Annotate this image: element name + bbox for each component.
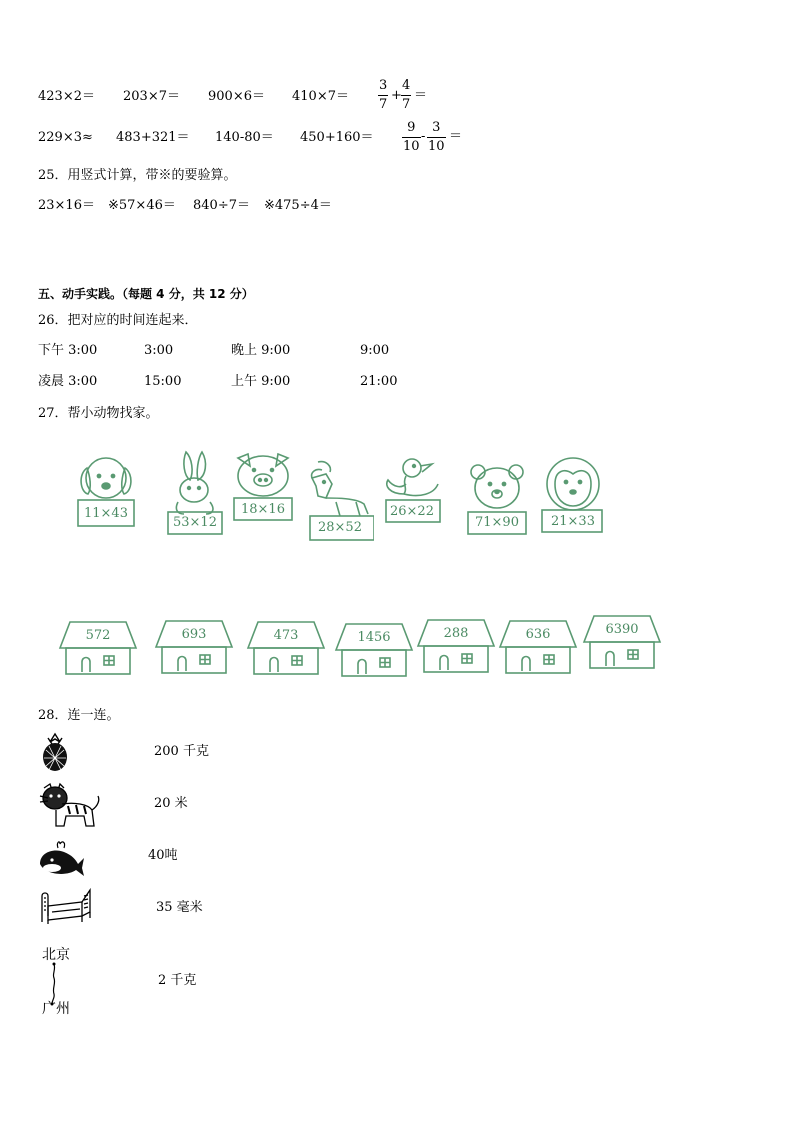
bed-icon <box>38 882 94 926</box>
time-label: 凌晨 3:00 <box>38 374 98 389</box>
animal-duck <box>380 454 444 526</box>
fraction-operator: + <box>391 88 402 103</box>
question-27-title: 27．帮小动物找家。 <box>38 406 159 421</box>
question-25-title: 25．用竖式计算，带※的要验算。 <box>38 168 237 183</box>
time-label: 15:00 <box>144 374 182 389</box>
time-label: 9:00 <box>360 343 390 358</box>
fraction-b: 3 10 <box>428 120 445 154</box>
q25-item: 840÷7＝ <box>193 198 250 213</box>
item-map <box>40 944 84 1017</box>
animal-sign: 11×43 <box>84 506 128 521</box>
house <box>416 616 496 674</box>
map-label-guangzhou: 广州 <box>42 1001 70 1017</box>
animal-sign: 28×52 <box>318 520 362 535</box>
house <box>498 617 578 675</box>
animal-sign: 26×22 <box>390 504 434 519</box>
animal-goat <box>306 458 374 542</box>
animal-rabbit <box>164 448 226 536</box>
question-28-title: 28．连一连。 <box>38 708 120 723</box>
item-value: 20 米 <box>154 796 188 811</box>
item-value: 35 毫米 <box>156 900 203 915</box>
fraction-equals: ＝ <box>449 129 463 144</box>
animal-bear <box>466 462 528 538</box>
q25-item: ※57×46＝ <box>108 198 176 213</box>
house-number: 473 <box>273 628 299 643</box>
house-number: 572 <box>85 628 111 643</box>
whale-icon <box>38 838 86 878</box>
animal-sign: 18×16 <box>241 502 285 517</box>
calc-item: 483+321＝ <box>116 130 190 145</box>
time-label: 3:00 <box>144 343 174 358</box>
house-icon <box>582 612 662 670</box>
item-value: 2 千克 <box>158 973 197 988</box>
animal-sign: 53×12 <box>173 515 217 530</box>
house-number: 6390 <box>605 622 639 637</box>
time-label: 晚上 9:00 <box>231 343 291 358</box>
house <box>246 618 326 676</box>
item-bed <box>38 882 94 926</box>
house <box>58 618 138 676</box>
calc-item: 140-80＝ <box>215 130 274 145</box>
house-icon <box>498 617 578 675</box>
house-icon <box>334 620 414 678</box>
time-label: 上午 9:00 <box>231 374 291 389</box>
calc-item: 423×2＝ <box>38 89 95 104</box>
animal-sign: 71×90 <box>475 515 519 530</box>
time-label: 21:00 <box>360 374 398 389</box>
house <box>334 620 414 678</box>
house-number: 636 <box>525 627 551 642</box>
house-icon <box>154 617 234 675</box>
fraction-equals: ＝ <box>414 88 428 103</box>
tiger-icon <box>38 780 102 830</box>
house-number: 1456 <box>357 630 391 645</box>
item-value: 40吨 <box>148 848 178 863</box>
house-icon <box>416 616 496 674</box>
house-number: 288 <box>443 626 469 641</box>
question-26-title: 26．把对应的时间连起来． <box>38 313 198 328</box>
calc-item: 203×7＝ <box>123 89 180 104</box>
item-pineapple <box>38 732 72 772</box>
house-icon <box>58 618 138 676</box>
calc-item: 450+160＝ <box>300 130 374 145</box>
calc-item: 900×6＝ <box>208 89 265 104</box>
animal-dog <box>74 452 138 530</box>
house-icon <box>246 618 326 676</box>
house <box>582 612 662 670</box>
house-number: 693 <box>181 627 207 642</box>
animal-monkey <box>538 456 608 536</box>
q25-item: ※475÷4＝ <box>264 198 332 213</box>
item-tiger <box>38 780 102 830</box>
map-label-beijing: 北京 <box>42 947 70 963</box>
fraction-a: 9 10 <box>403 120 420 154</box>
animal-pig <box>232 450 294 522</box>
fraction-b: 4 7 <box>402 78 411 112</box>
house <box>154 617 234 675</box>
section-heading: 五、动手实践。（每题 4 分，共 12 分） <box>38 287 254 301</box>
calc-item: 410×7＝ <box>292 89 349 104</box>
pineapple-icon <box>38 732 72 772</box>
animal-sign: 21×33 <box>551 514 595 529</box>
fraction-operator: - <box>421 129 426 144</box>
fraction-a: 3 7 <box>379 78 388 112</box>
time-label: 下午 3:00 <box>38 343 98 358</box>
item-whale <box>38 838 86 878</box>
item-value: 200 千克 <box>154 744 209 759</box>
calc-item: 229×3≈ <box>38 130 93 145</box>
q25-item: 23×16＝ <box>38 198 95 213</box>
